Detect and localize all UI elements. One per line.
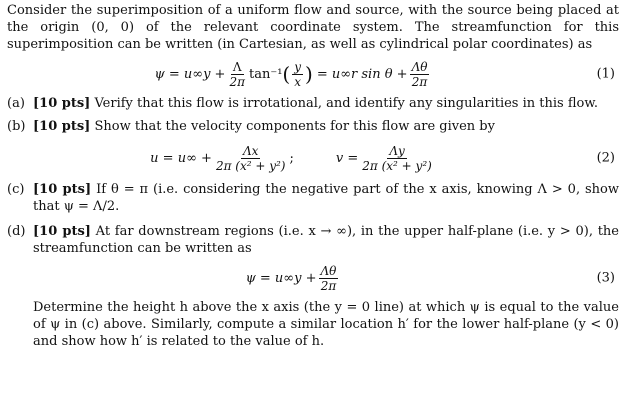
- equation-1-number: (1): [596, 66, 615, 82]
- eq2-u-den: 2π (x² + y²): [215, 158, 286, 173]
- eq1-paren-frac: [292, 60, 303, 89]
- eq2-separator: ;: [289, 150, 294, 166]
- equation-3: [7, 257, 619, 299]
- eq3-frac-den: 2π: [320, 278, 337, 293]
- eq1-frac1: [227, 60, 247, 89]
- eq2-u-num: Λx: [243, 143, 259, 158]
- part-a-text: Verify that this flow is irrotational, and identify any singularities in this flow.: [94, 96, 599, 111]
- part-b-points: [10 pts]: [33, 119, 91, 134]
- eq2-u-lhs: u = u∞ +: [150, 150, 212, 166]
- equation-3-number: (3): [596, 270, 615, 286]
- final-text: Determine the height h above the x axis (the y = 0 line) at which ψ is equal to the value of ψ in (c) above. Similarly, compute a similar location h′ for the lower half-plane (y < 0) and show how h′ is related to the value of h.: [33, 300, 619, 349]
- eq1-paren-num: y: [294, 59, 301, 74]
- final-paragraph: [7, 299, 619, 350]
- part-d: [7, 223, 619, 257]
- eq1-frac2-num: Λθ: [411, 59, 428, 74]
- part-d-label: (d): [7, 224, 26, 239]
- equation-1-body: [7, 53, 579, 95]
- eq2-v-lhs: v =: [335, 150, 359, 166]
- part-c-label: (c): [7, 182, 25, 197]
- part-c: [7, 181, 619, 215]
- eq1-frac1-den: 2π: [229, 74, 245, 89]
- equation-2-number: (2): [596, 150, 615, 166]
- part-c-text: If θ = π (i.e. considering the negative part of the x axis, knowing Λ > 0, show that ψ = Λ/2.: [33, 182, 620, 214]
- part-b-text: Show that the velocity components for this flow are given by: [94, 119, 495, 134]
- part-a-label: (a): [7, 96, 25, 111]
- part-d-points: [10 pts]: [33, 224, 91, 239]
- part-b-label: (b): [7, 119, 26, 134]
- part-d-text: At far downstream regions (i.e. x → ∞), in the upper half-plane (i.e. y > 0), the streamfunction can be written as: [33, 224, 619, 256]
- eq2-v-num: Λy: [389, 143, 405, 158]
- eq1-lhs: ψ = u∞y +: [154, 66, 226, 82]
- intro-paragraph: Consider the superimposition of a uniform flow and source, with the source being placed at the origin (0, 0) of the relevant coordinate system. The streamfunction for this superimposition can be written (in Cartesian, as well as cylindrical polar coordinates) as: [7, 3, 619, 52]
- equation-2-body: [7, 135, 579, 181]
- eq2-v-frac: [360, 144, 434, 173]
- eq3-frac-num: Λθ: [320, 263, 337, 278]
- part-c-points: [10 pts]: [33, 182, 92, 197]
- eq2-v-den: 2π (x² + y²): [362, 158, 432, 173]
- equation-3-body: [7, 257, 579, 299]
- eq1-rhs: = u∞r sin θ +: [316, 66, 408, 82]
- eq2-u-frac: [214, 144, 288, 173]
- eq1-frac2: [410, 60, 430, 89]
- eq1-paren-den: x: [294, 74, 301, 89]
- eq3-lhs: ψ = u∞y +: [245, 270, 317, 286]
- part-b: [7, 118, 619, 135]
- eq3-frac: [319, 264, 339, 293]
- eq1-arctan: tan⁻¹: [248, 66, 283, 82]
- part-a: [7, 95, 619, 112]
- equation-2: [7, 135, 619, 181]
- eq1-paren-open: (: [282, 62, 291, 86]
- part-a-points: [10 pts]: [33, 96, 91, 111]
- eq1-paren-close: ): [305, 62, 313, 86]
- equation-1: [7, 53, 619, 95]
- eq1-frac1-num: Λ: [232, 59, 242, 74]
- eq1-frac2-den: 2π: [411, 74, 428, 89]
